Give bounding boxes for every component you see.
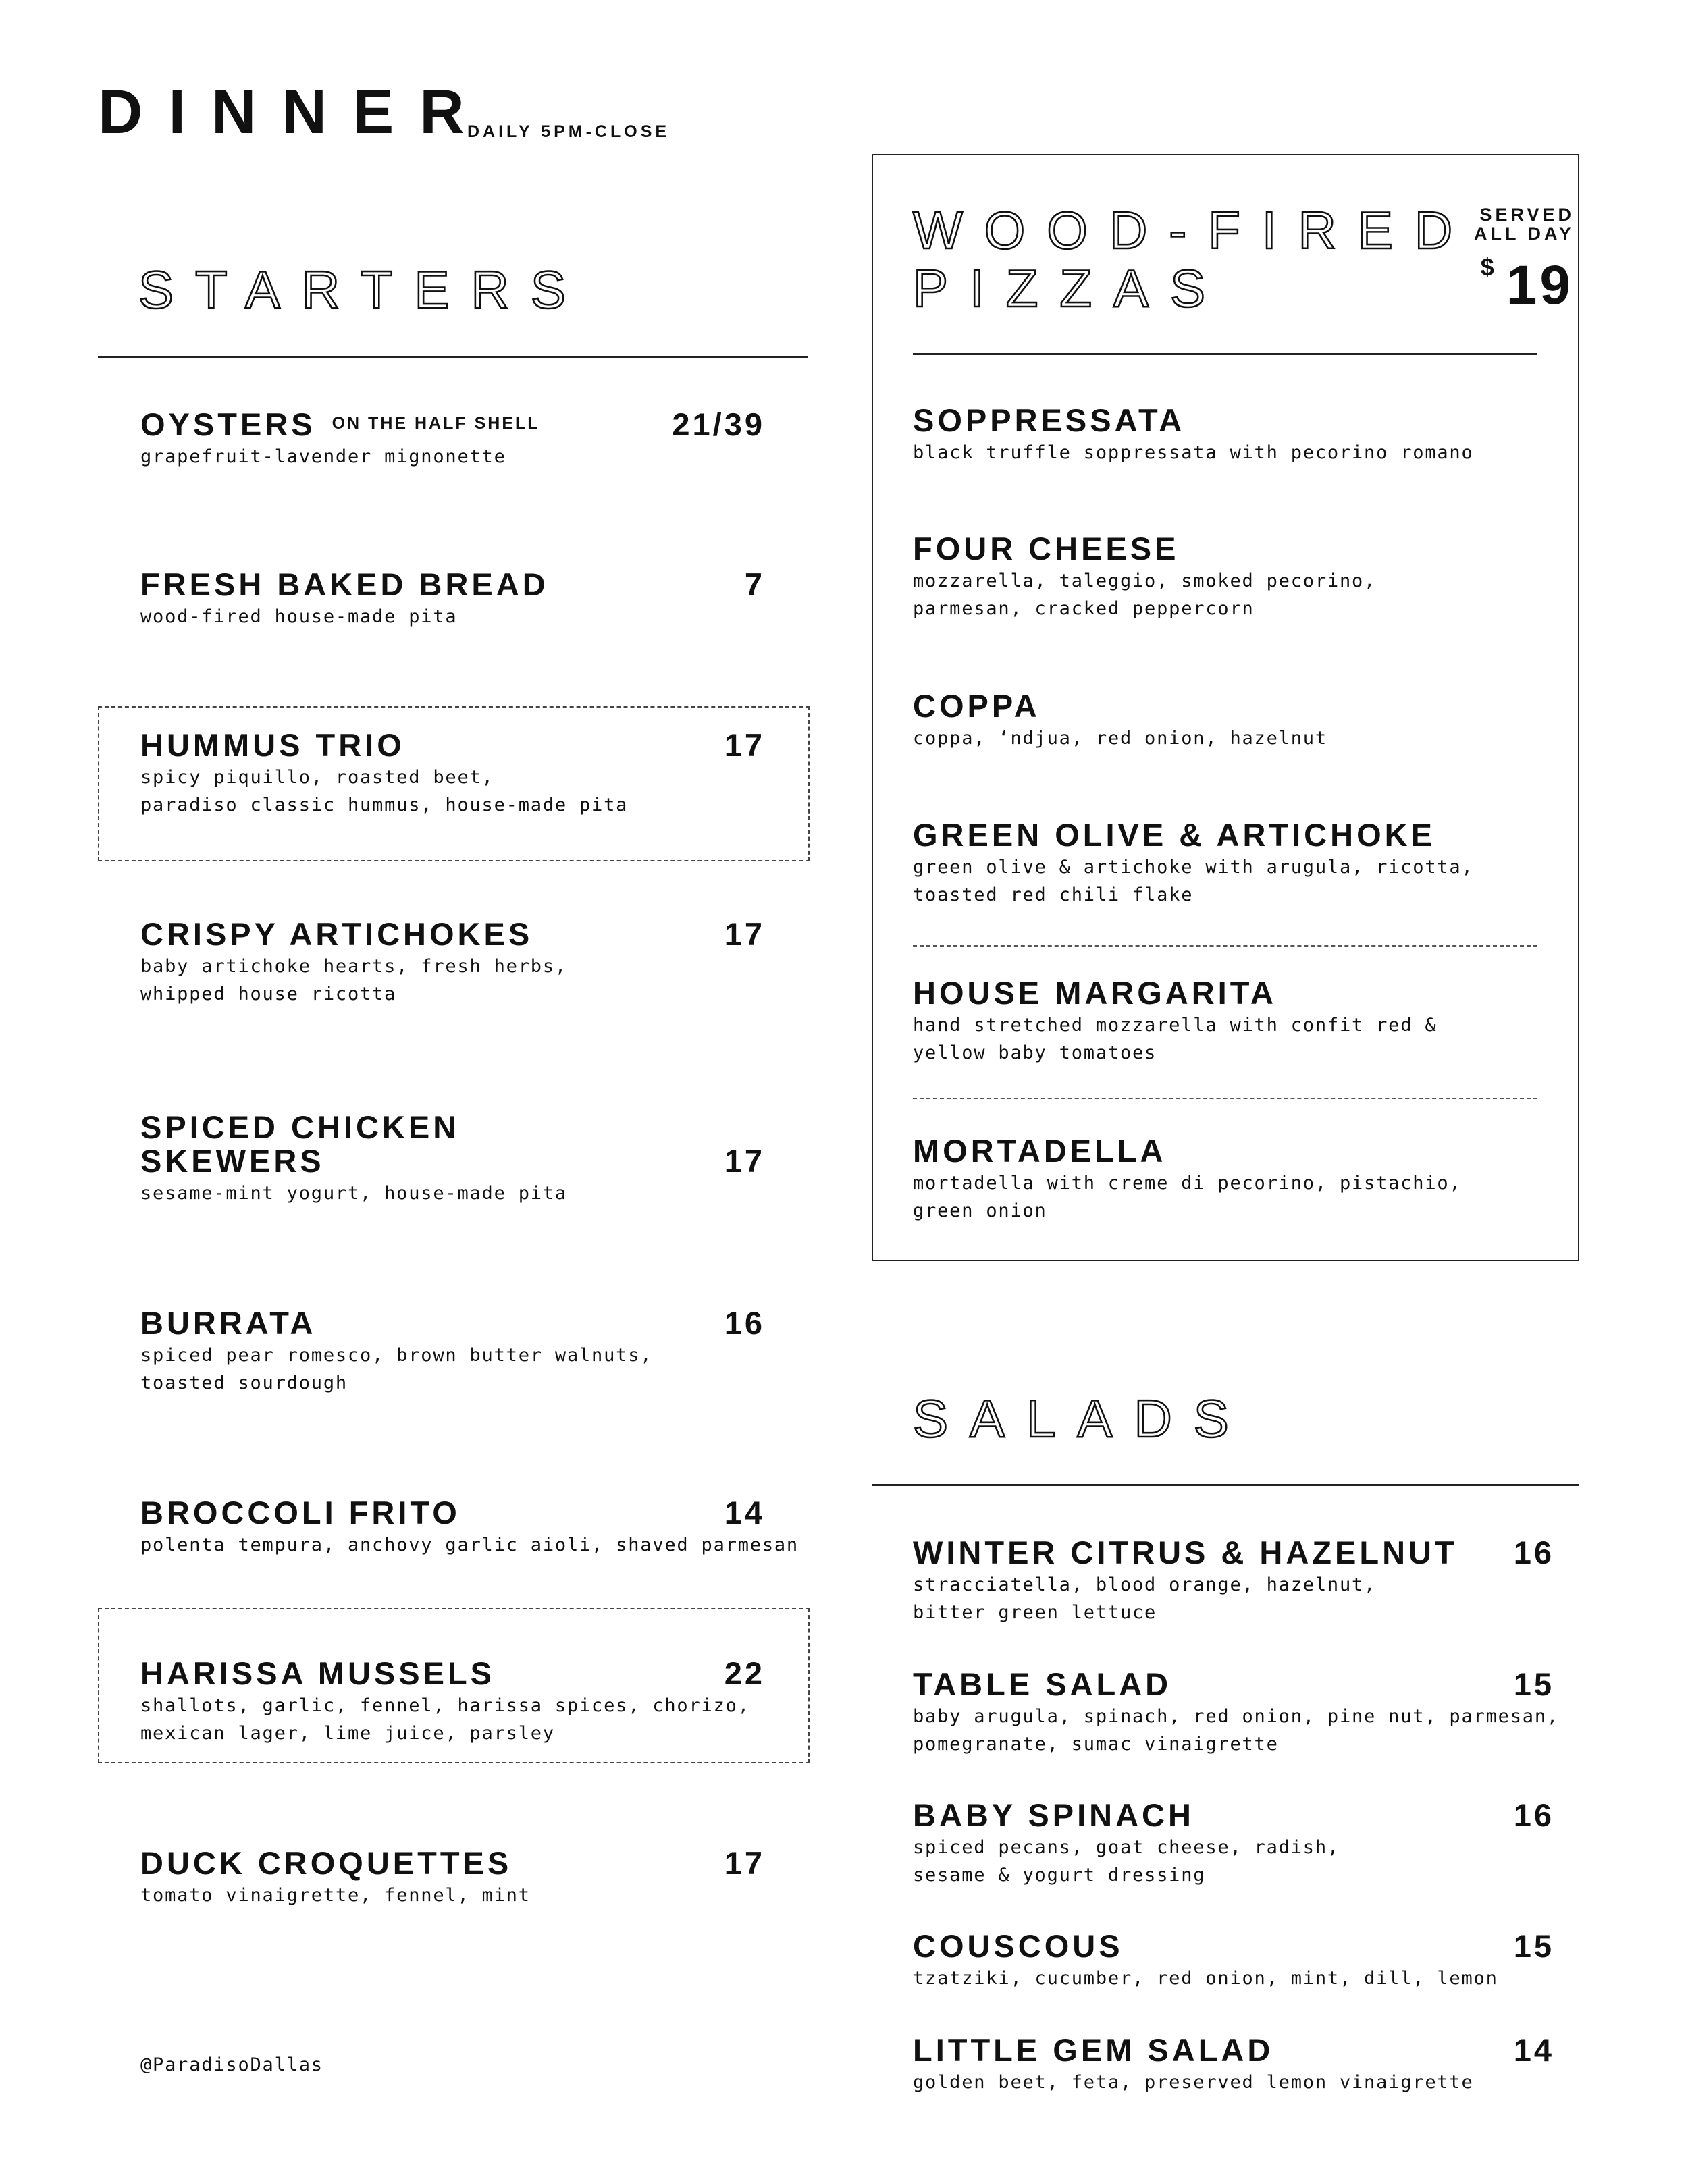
menu-title: DINNER xyxy=(98,78,490,147)
pizza-item-coppa xyxy=(913,689,1327,752)
item-description: black truffle soppressata with pecorino romano xyxy=(913,442,1474,463)
item-description: green olive & artichoke with arugula, ricotta, xyxy=(913,857,1474,878)
starters-divider xyxy=(98,356,808,358)
item-description: pomegranate, sumac vinaigrette xyxy=(913,1734,1279,1755)
starter-item-oysters xyxy=(140,408,765,471)
item-description: spiced pear romesco, brown butter walnuts, xyxy=(140,1345,653,1366)
starter-item-spiced-chicken-skewers xyxy=(140,1111,765,1207)
item-price: 7 xyxy=(744,566,765,602)
item-description: wood-fired house-made pita xyxy=(140,606,458,627)
item-name: HUMMUS TRIO xyxy=(140,727,405,763)
item-description: baby artichoke hearts, fresh herbs, xyxy=(140,956,567,977)
item-description: parmesan, cracked peppercorn xyxy=(913,598,1255,619)
item-description: green onion xyxy=(913,1200,1047,1221)
pizza-dashed-divider xyxy=(913,1098,1537,1099)
salad-item-baby-spinach xyxy=(913,1799,1554,1889)
item-description: polenta tempura, anchovy garlic aioli, shaved parmesan xyxy=(140,1535,799,1555)
starter-item-burrata xyxy=(140,1306,765,1397)
item-price: 14 xyxy=(1513,2032,1554,2068)
pizza-item-soppressata xyxy=(913,404,1474,467)
item-description: coppa, ‘ndjua, red onion, hazelnut xyxy=(913,728,1327,749)
starter-item-duck-croquettes xyxy=(140,1846,765,1909)
item-description: sesame-mint yogurt, house-made pita xyxy=(140,1183,567,1204)
item-price: 17 xyxy=(724,1845,765,1881)
item-description: sesame & yogurt dressing xyxy=(913,1865,1206,1886)
item-description: tomato vinaigrette, fennel, mint xyxy=(140,1885,531,1906)
item-name: OYSTERS $^{ON THE HALF SHELL}$ xyxy=(140,406,540,442)
item-name: FOUR CHEESE xyxy=(913,531,1180,566)
starters-heading: STARTERS xyxy=(138,260,587,319)
starter-item-crispy-artichokes xyxy=(140,917,765,1008)
item-name: CRISPY ARTICHOKES xyxy=(140,916,533,952)
item-description: bitter green lettuce xyxy=(913,1602,1157,1623)
item-price: 17 xyxy=(724,727,765,763)
salad-item-winter-citrus-hazelnut xyxy=(913,1536,1554,1626)
item-name: LITTLE GEM SALAD xyxy=(913,2032,1274,2068)
item-price: 15 xyxy=(1513,1928,1554,1964)
item-name: SKEWERS xyxy=(140,1143,325,1179)
item-price: 17 xyxy=(724,1143,765,1179)
item-description: spicy piquillo, roasted beet, xyxy=(140,767,494,788)
pizza-dashed-divider xyxy=(913,945,1537,947)
starter-item-harissa-mussels xyxy=(140,1657,765,1747)
item-description: toasted red chili flake xyxy=(913,884,1194,905)
item-name: GREEN OLIVE & ARTICHOKE xyxy=(913,817,1435,853)
item-name: BROCCOLI FRITO xyxy=(140,1495,460,1530)
item-name: DUCK CROQUETTES xyxy=(140,1845,512,1881)
item-name: BABY SPINACH xyxy=(913,1797,1194,1833)
item-price: 15 xyxy=(1513,1666,1554,1702)
item-note: ON THE HALF SHELL xyxy=(332,414,540,433)
item-description: mozzarella, taleggio, smoked pecorino, xyxy=(913,570,1377,591)
item-name: TABLE SALAD xyxy=(913,1666,1172,1702)
pizza-item-mortadella xyxy=(913,1134,1462,1225)
item-description: yellow baby tomatoes xyxy=(913,1042,1157,1063)
salads-divider xyxy=(872,1484,1579,1486)
pizzas-heading-line-2: PIZZAS xyxy=(913,259,1228,318)
pizza-price: $ 19 xyxy=(1480,253,1573,316)
item-description: mexican lager, lime juice, parsley xyxy=(140,1723,555,1744)
item-description: toasted sourdough xyxy=(140,1373,348,1393)
item-name: BURRATA xyxy=(140,1305,317,1341)
item-price: 16 xyxy=(724,1305,765,1341)
salads-heading: SALADS xyxy=(913,1389,1250,1448)
item-price: 16 xyxy=(1513,1535,1554,1570)
item-description: golden beet, feta, preserved lemon vinaigrette xyxy=(913,2072,1474,2093)
item-name: WINTER CITRUS & HAZELNUT xyxy=(913,1535,1458,1570)
item-price: 21/39 xyxy=(672,406,765,442)
social-handle: @ParadisoDallas xyxy=(140,2054,323,2075)
item-description: whipped house ricotta xyxy=(140,984,397,1005)
item-description: stracciatella, blood orange, hazelnut, xyxy=(913,1574,1377,1595)
service-hours: DAILY 5PM-CLOSE xyxy=(467,122,670,141)
item-name: SPICED CHICKEN xyxy=(140,1109,460,1145)
item-description: paradiso classic hummus, house-made pita xyxy=(140,795,629,816)
salad-item-couscous xyxy=(913,1929,1554,1992)
item-name: FRESH BAKED BREAD xyxy=(140,566,549,602)
item-description: grapefruit-lavender mignonette xyxy=(140,446,506,467)
starter-item-broccoli-frito xyxy=(140,1495,799,1559)
item-price: 16 xyxy=(1513,1797,1554,1833)
served-all-day-label: SERVED ALL DAY xyxy=(1473,205,1575,244)
item-description: spiced pecans, goat cheese, radish, xyxy=(913,1837,1340,1858)
pizza-item-house-margarita xyxy=(913,976,1437,1067)
item-description: shallots, garlic, fennel, harissa spices, chorizo, xyxy=(140,1695,750,1716)
item-price: 17 xyxy=(724,916,765,952)
salad-item-little-gem-salad xyxy=(913,2033,1554,2096)
pizzas-divider xyxy=(913,353,1537,355)
item-price: 14 xyxy=(724,1495,765,1530)
item-description: baby arugula, spinach, red onion, pine nut, parmesan, xyxy=(913,1706,1559,1727)
item-price: 22 xyxy=(724,1655,765,1691)
pizza-item-green-olive-artichoke xyxy=(913,818,1474,909)
item-name: MORTADELLA xyxy=(913,1133,1167,1169)
salad-item-table-salad xyxy=(913,1666,1559,1758)
item-description: tzatziki, cucumber, red onion, mint, dill, lemon xyxy=(913,1968,1498,1989)
item-name: COPPA xyxy=(913,688,1040,724)
starter-item-fresh-baked-bread xyxy=(140,568,765,631)
item-name: HARISSA MUSSELS xyxy=(140,1655,496,1691)
currency-symbol: $ xyxy=(1480,253,1497,281)
item-description: mortadella with creme di pecorino, pistachio, xyxy=(913,1173,1462,1194)
item-name: HOUSE MARGARITA xyxy=(913,975,1277,1011)
pizzas-heading-line-1: WOOD-FIRED xyxy=(913,201,1475,260)
pizza-item-four-cheese xyxy=(913,532,1376,622)
item-name: SOPPRESSATA xyxy=(913,402,1186,438)
starter-item-hummus-trio xyxy=(140,728,765,819)
item-name: COUSCOUS xyxy=(913,1928,1124,1964)
item-description: hand stretched mozzarella with confit red & xyxy=(913,1015,1438,1036)
